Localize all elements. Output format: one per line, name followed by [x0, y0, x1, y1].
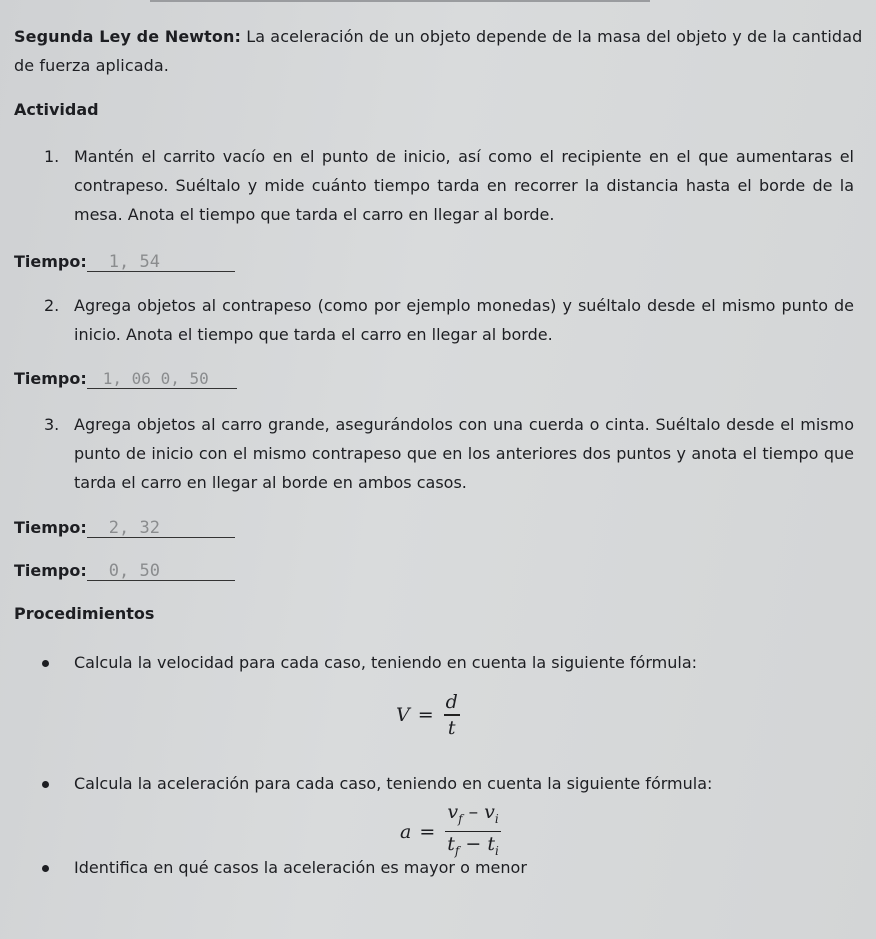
tiempo-row-2 [14, 369, 237, 389]
bullet-item-3 [42, 857, 862, 879]
tiempo-row-1 [14, 252, 235, 272]
answer-blank-4[interactable]: 0, 50 [87, 562, 235, 581]
bullet-item-1 [42, 652, 862, 674]
intro-text: La aceleración de un objeto depende de la masa del objeto y de la cantidad de fuerza aplicada. [14, 27, 863, 75]
tiempo-label: Tiempo: [14, 252, 87, 271]
formula-equals: = [419, 820, 436, 843]
intro-paragraph [14, 22, 864, 80]
activity-item-3 [44, 410, 854, 497]
item-text: Mantén el carrito vacío en el punto de inicio, así como el recipiente en el que aumentaras el contrapeso. Suéltalo y mide cuánto tiempo tarda en recorrer la distancia hasta el borde de la mesa. Anota el tiempo que tarda el carro en llegar al borde. [74, 147, 854, 224]
tiempo-row-4 [14, 561, 235, 581]
formula-lhs: V [396, 703, 410, 726]
tiempo-label: Tiempo: [14, 518, 87, 537]
page-top-edge [150, 0, 650, 2]
bullet-text: Calcula la aceleración para cada caso, teniendo en cuenta la siguiente fórmula: [74, 774, 713, 793]
answer-blank-1[interactable]: 1, 54 [87, 253, 235, 272]
item-number: 3. [44, 415, 60, 434]
formula-numerator: $v_f - v_i$ [447, 801, 499, 826]
intro-title: Segunda Ley de Newton: [14, 27, 242, 46]
activity-item-2 [44, 291, 854, 349]
item-text: Agrega objetos al contrapeso (como por ejemplo monedas) y suéltalo desde el mismo punto de inicio. Anota el tiempo que tarda el carro en llegar al borde. [74, 296, 854, 344]
formula-denominator: t [447, 716, 456, 739]
tiempo-label: Tiempo: [14, 561, 87, 580]
bullet-item-2 [42, 773, 862, 795]
item-number: 1. [44, 147, 60, 166]
formula-numerator: d [445, 691, 458, 713]
bullet-dot [42, 781, 49, 788]
item-number: 2. [44, 296, 60, 315]
bullet-dot [42, 660, 49, 667]
formula-denominator: $t_f - t_i$ [447, 833, 499, 859]
formula-equals: = [417, 703, 434, 726]
answer-blank-2[interactable]: 1, 06 0, 50 [87, 370, 237, 389]
acceleration-formula [400, 800, 501, 863]
item-text: Agrega objetos al carro grande, asegurándolos con una cuerda o cinta. Suéltalo desde el mismo punto de inicio con el mismo contrapeso que en los anteriores dos puntos y anota el tiempo que tarda el carro en llegar al borde en ambos casos. [74, 415, 854, 492]
bullet-dot [42, 865, 49, 872]
activity-item-1 [44, 142, 854, 229]
bullet-text: Calcula la velocidad para cada caso, teniendo en cuenta la siguiente fórmula: [74, 653, 698, 672]
formula-fraction [444, 690, 460, 740]
bullet-text: Identifica en qué casos la aceleración es mayor o menor [74, 858, 527, 877]
velocity-formula [396, 690, 460, 740]
tiempo-row-3 [14, 518, 235, 538]
procedimientos-heading: Procedimientos [14, 604, 155, 623]
formula-fraction [445, 800, 501, 863]
formula-lhs: a [400, 820, 412, 843]
actividad-heading: Actividad [14, 100, 99, 119]
tiempo-label: Tiempo: [14, 369, 87, 388]
answer-blank-3[interactable]: 2, 32 [87, 519, 235, 538]
